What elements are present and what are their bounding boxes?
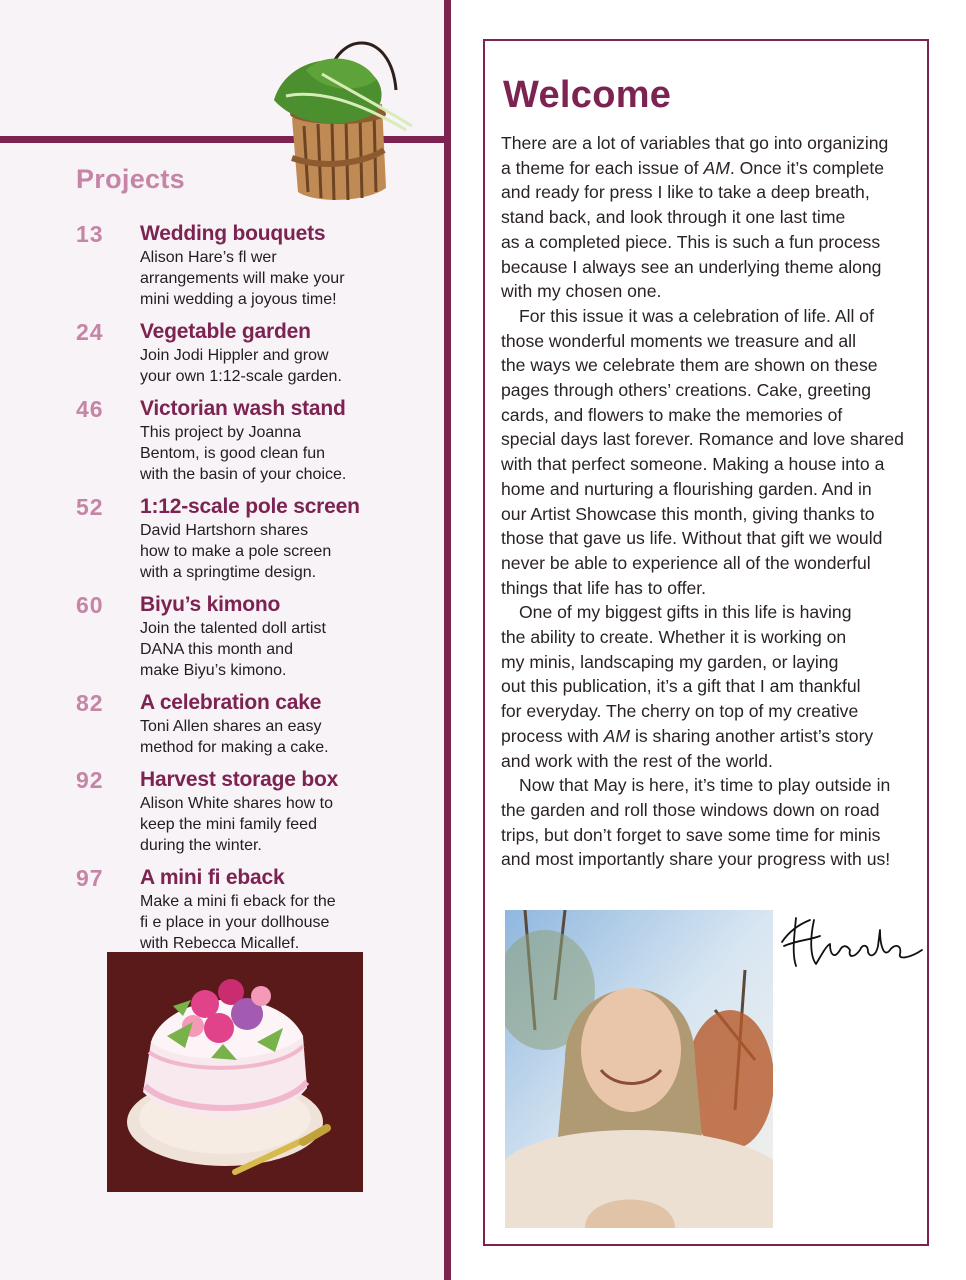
- project-page-number: 97: [76, 865, 104, 891]
- project-item[interactable]: [76, 396, 436, 485]
- project-title: A celebration cake: [140, 691, 322, 714]
- welcome-body: [501, 131, 921, 872]
- project-title: 1:12-scale pole screen: [140, 495, 360, 518]
- project-item[interactable]: [76, 690, 436, 758]
- project-title: Victorian wash stand: [140, 397, 346, 420]
- project-description: Join the talented doll artist DANA this month and make Biyu’s kimono.: [140, 620, 326, 679]
- project-page-number: 92: [76, 767, 104, 793]
- project-title: Vegetable garden: [140, 320, 311, 343]
- welcome-paragraph: There are a lot of variables that go into organizing a theme for each issue of AM. Once it’s complete and ready for press I like to take a deep breath, stand back, and look through it one last time as a completed piece. This is such a fun process because I always see an underlying theme along with my chosen one.: [501, 133, 889, 302]
- project-page-number: 13: [76, 221, 104, 247]
- project-title: Harvest storage box: [140, 768, 339, 791]
- project-description: David Hartshorn shares how to make a pole screen with a springtime design.: [140, 522, 332, 581]
- project-item[interactable]: [76, 221, 436, 310]
- project-page-number: 24: [76, 319, 104, 345]
- welcome-paragraph: Now that May is here, it’s time to play outside in the garden and roll those windows down on road trips, but don’t forget to save some time for minis and most importantly share your progress with us!: [501, 775, 891, 870]
- project-description: This project by Joanna Bentom, is good clean fun with the basin of your choice.: [140, 424, 347, 483]
- project-item[interactable]: [76, 494, 436, 583]
- project-item[interactable]: [76, 767, 436, 856]
- welcome-title: Welcome: [503, 74, 672, 116]
- project-description: Toni Allen shares an easy method for making a cake.: [140, 718, 329, 756]
- project-page-number: 52: [76, 494, 104, 520]
- project-title: A mini fi eback: [140, 866, 285, 889]
- project-description: Alison White shares how to keep the mini family feed during the winter.: [140, 795, 333, 854]
- projects-heading: Projects: [76, 164, 185, 194]
- project-description: Join Jodi Hippler and grow your own 1:12-scale garden.: [140, 347, 342, 385]
- editor-photo: [505, 910, 773, 1228]
- project-description: Make a mini fi eback for the fi e place in your dollhouse with Rebecca Micallef.: [140, 893, 336, 952]
- project-page-number: 60: [76, 592, 104, 618]
- project-page-number: 46: [76, 396, 104, 422]
- project-list: [76, 221, 436, 963]
- project-page-number: 82: [76, 690, 104, 716]
- welcome-paragraph: One of my biggest gifts in this life is having the ability to create. Whether it is working on my minis, landscaping my garden, or laying out this publication, it’s a gift that I am thankful for everyday. The cherry on top of my creative process with AM is sharing another artist’s story and work with the rest of the world.: [501, 602, 874, 771]
- basket-image: [266, 30, 416, 210]
- vertical-divider: [444, 0, 451, 1280]
- project-item[interactable]: [76, 592, 436, 681]
- project-item[interactable]: [76, 865, 436, 954]
- project-description: Alison Hare’s fl wer arrangements will make your mini wedding a joyous time!: [140, 249, 345, 308]
- welcome-paragraph: For this issue it was a celebration of life. All of those wonderful moments we treasure and all the ways we celebrate them are shown on these pages through others’ creations. Cake, greeting cards, and flowers to make the memories of special days last forever. Romance and love shared with that perfect someone. Making a house into a home and nurturing a flourishing garden. And in our Artist Showcase this month, giving thanks to those that gave us life. Without that gift we would never be able to experience all of the wonderful things that life has to offer.: [501, 305, 904, 598]
- project-item[interactable]: [76, 319, 436, 387]
- cake-image: [107, 952, 363, 1192]
- signature-image: [776, 910, 926, 980]
- project-title: Biyu’s kimono: [140, 593, 281, 616]
- project-title: Wedding bouquets: [140, 222, 326, 245]
